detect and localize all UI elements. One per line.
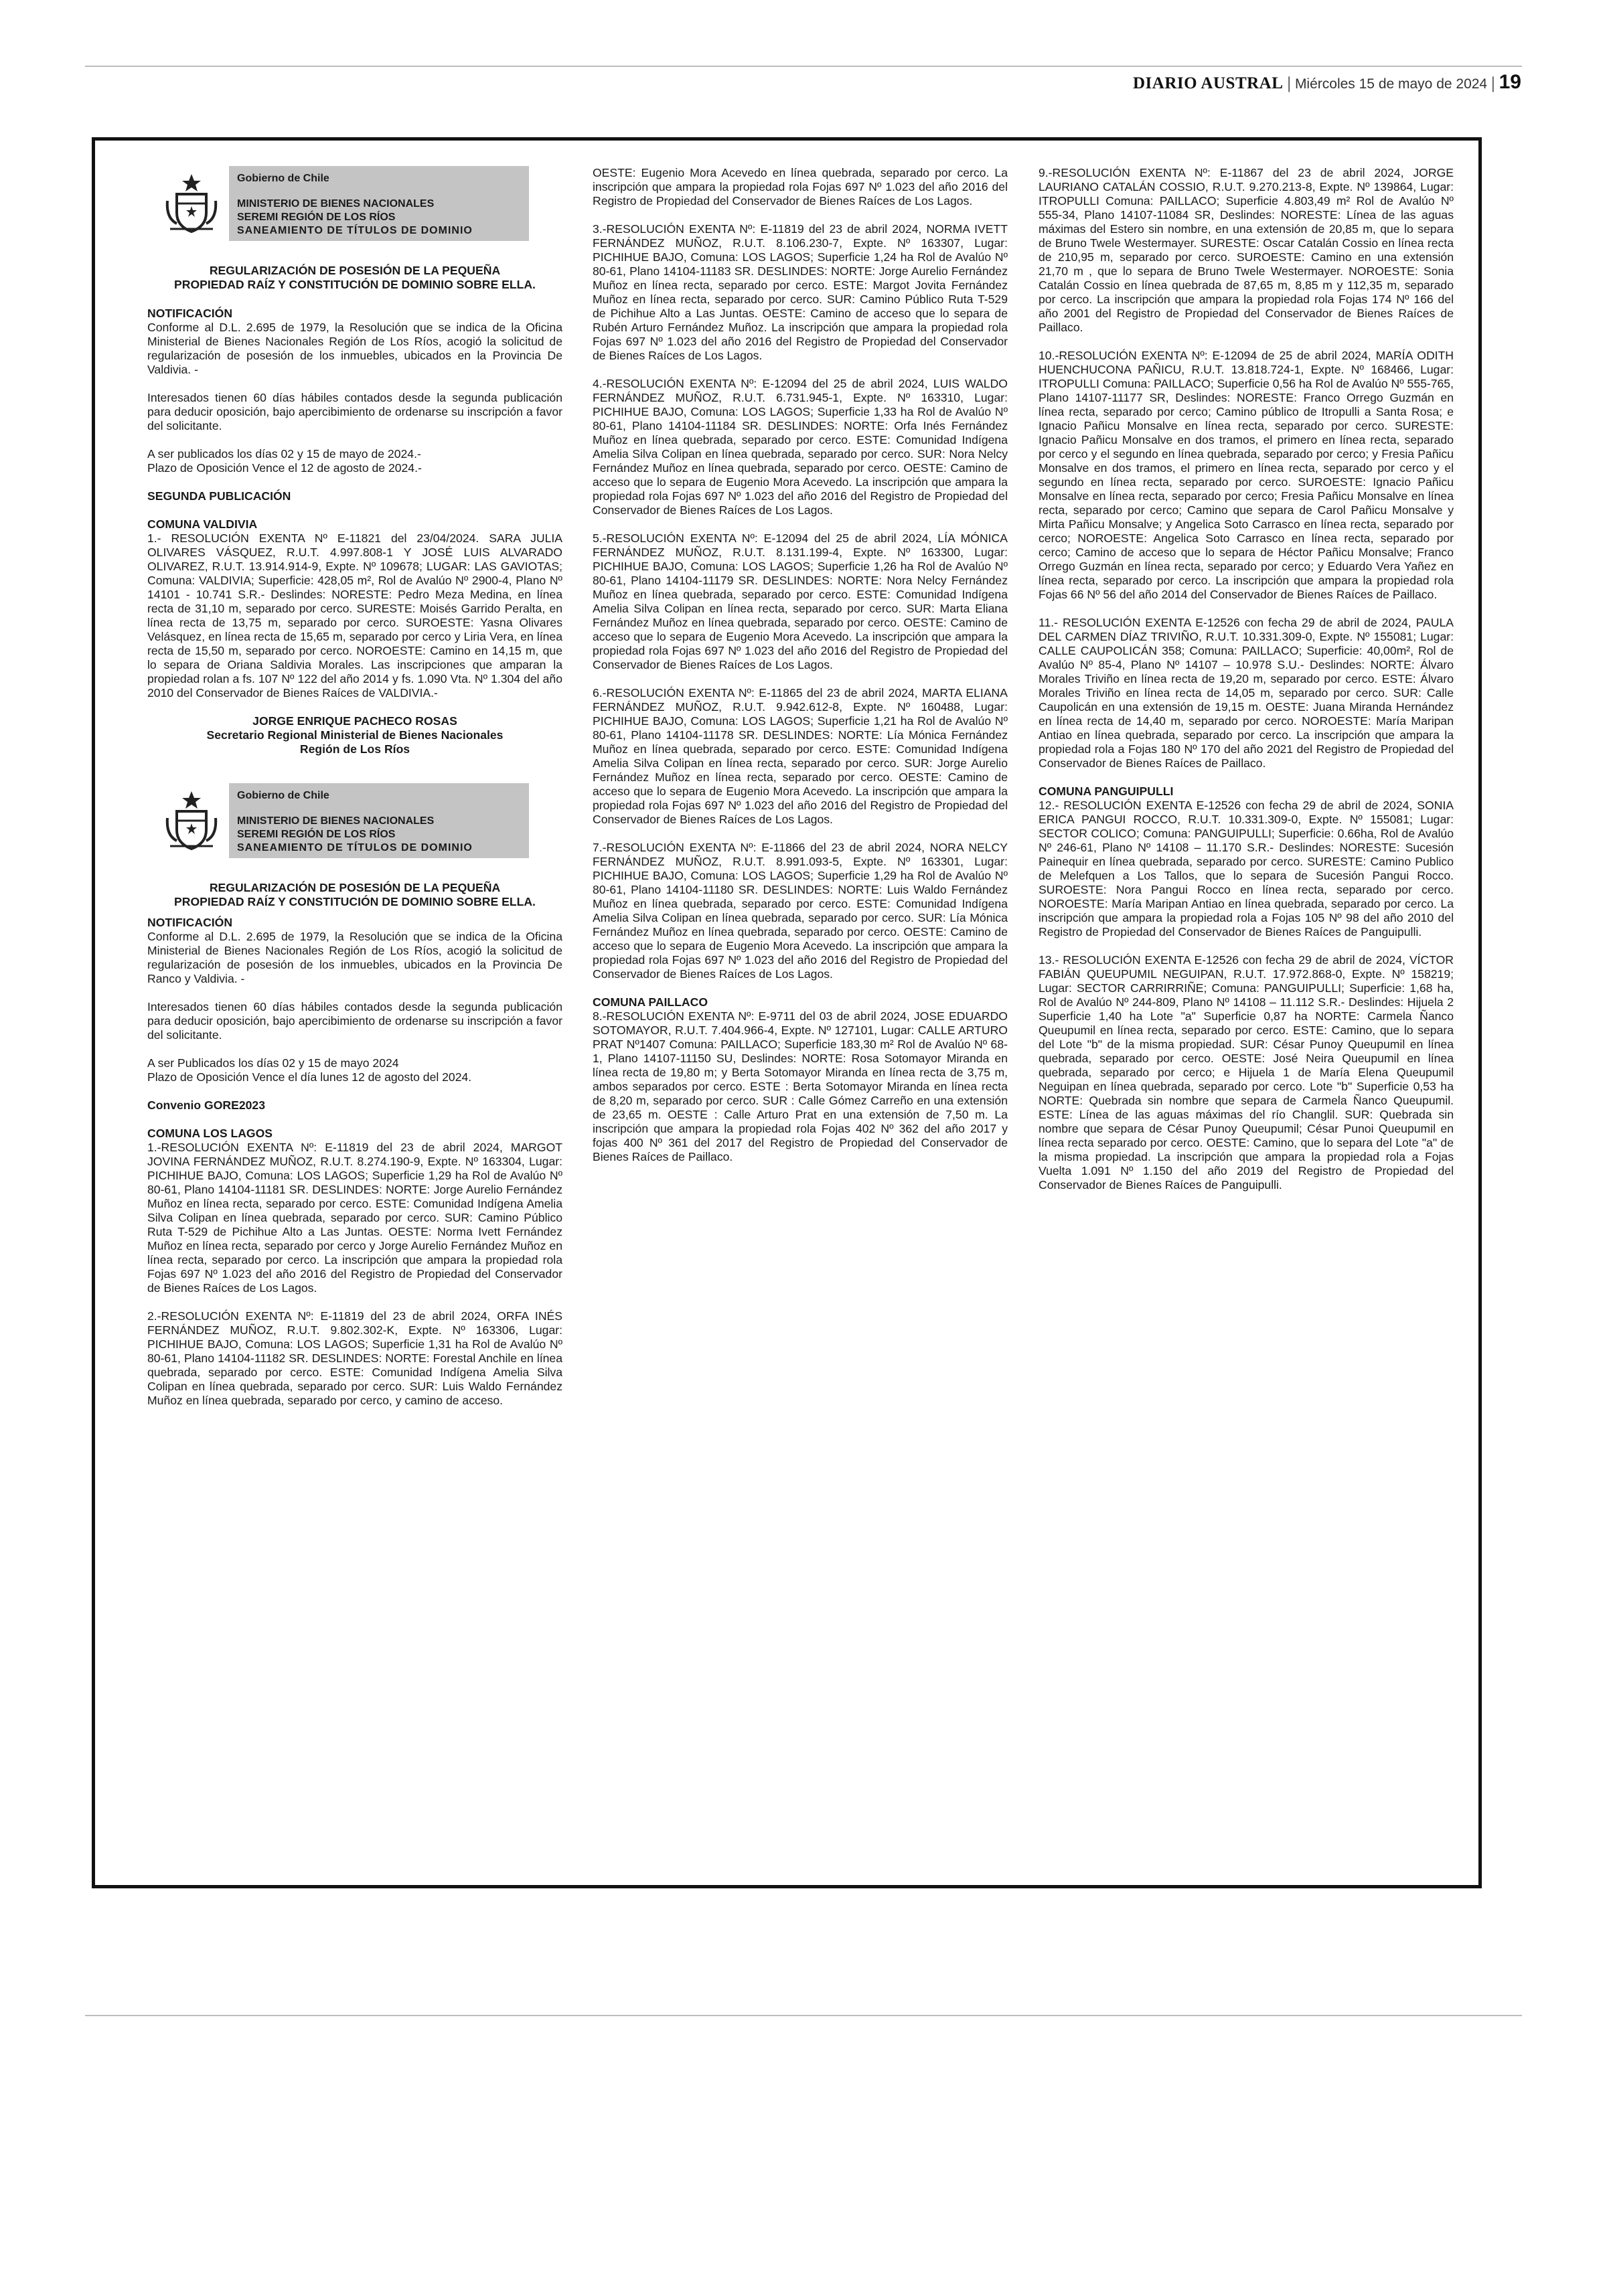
opposition-text: Interesados tienen 60 días hábiles contados desde la segunda publicación para deducir oposición, bajo apercibimiento de ordenarse su inscripción a favor del solicitante.: [147, 1000, 562, 1042]
signer-role: Secretario Regional Ministerial de Bienes Nacionales: [206, 728, 504, 742]
notification-label: NOTIFICACIÓN: [147, 916, 233, 929]
resolution-entry: 2.-RESOLUCIÓN EXENTA Nº: E-11819 del 23 de abril 2024, ORFA INÉS FERNÁNDEZ MUÑOZ, R.U.T. 9.802.302-K, Expte. Nº 163306, Lugar: PICHIHUE BAJO, Comuna: LOS LAGOS; Superficie 1,31 ha Rol de Avalúo Nº 80-61, Plano 14104-11182 SR. DESLINDES: NORTE: Forestal Anchile en línea quebrada, separado por cerco. ESTE: Comunidad Indígena Amelia Silva Colipan en línea quebrada, separado por cerco. SUR: Luis Waldo Fernández Muñoz en línea quebrada, separado por cerco, y camino de acceso.: [147, 1309, 562, 1407]
resolution-entry: 3.-RESOLUCIÓN EXENTA Nº: E-11819 del 23 de abril 2024, NORMA IVETT FERNÁNDEZ MUÑOZ, R.U.T. 8.106.230-7, Expte. Nº 163307, Lugar: PICHIHUE BAJO, Comuna: LOS LAGOS; Superficie 1,24 ha Rol de Avalúo Nº 80-61, Plano 14104-11183 SR. DESLINDES: NORTE: Jorge Aurelio Fernández Muñoz en línea recta, separado por cerco. ESTE: Margot Jovita Fernández Muñoz en línea recta, separado por cerco. SUR: Camino Público Ruta T-529 de Pichihue Alto a Las Juntas. OESTE: Camino de acceso que lo separa de Rubén Arturo Fernández Muñoz. La inscripción que ampara la propiedad rola Fojas 697 Nº 1.023 del año 2016 del Registro de Propiedad del Conservador de Bienes Raíces de Los Lagos.: [593, 222, 1008, 362]
resolution-entry: 12.- RESOLUCIÓN EXENTA E-12526 con fecha 29 de abril de 2024, SONIA ERICA PANGUI ROCCO, R.U.T. 10.331.309-0, Expte. Nº 155081; Lugar: SECTOR COLICO; Comuna: PANGUIPULLI; Superficie: 0.66ha, Rol de Avalúo Nº 246-61, Plano Nº 14108 – 11.170 S.R.- Deslindes: NORESTE: Sucesión Painequir en línea quebrada, separado por cerco. SURESTE: Camino Publico de Melefquen a Los Tallos, que lo separa de Sucesión Pangui Rocco. SUROESTE: Nora Pangui Rocco en línea recta, separado por cerco. NOROESTE: María Maripan Antiao en línea quebrada, separado por cerco. La inscripción que ampara la propiedad rola a Fojas 105 Nº 98 del año 2010 del Registro de Propiedad del Conservador de Bienes Raíces de Panguipulli.: [1039, 799, 1454, 938]
ministry-label-block: [229, 166, 529, 241]
program-label: SANEAMIENTO DE TÍTULOS DE DOMINIO: [237, 842, 473, 853]
column-3: [1039, 166, 1454, 1206]
notification-label: NOTIFICACIÓN: [147, 307, 233, 320]
resolution-entry: 10.-RESOLUCIÓN EXENTA Nº: E-12094 de 25 de abril 2024, MARÍA ODITH HUENCHUCONA PAÑICU, R.U.T. 13.818.724-1, Expte. Nº 168466, Lugar: ITROPULLI Comuna: PAILLACO; Superficie 0,56 ha Rol de Avalúo Nº 555-765, Plano 14107-11177 SR, Deslindes: NORESTE: Franco Orrego Guzmán en línea recta, separado por cerco; Camino público de Itropulli a Santa Rosa; e Ignacio Pañicu Monsalve en línea recta, separado por cerco. SURESTE: Ignacio Pañicu Monsalve en dos tramos, el primero en línea recta, separado por cerco y el segundo en línea quebrada, separado por cerco; y Fresia Pañicu Monsalve en dos tramos, el primero en línea recta, separado por cerco y el segundo en línea recta, separado por cerco. SUROESTE: Ignacio Pañicu Monsalve en línea recta, separado por cerco; Fresia Pañicu Monsalve en línea recta, separado por cerco; Camino que separa de Carol Pañicu Monsalve y Mirta Pañicu Monsalve; y Angelica Soto Carrasco en línea recta, separado por cerco; NOROESTE: Angelica Soto Carrasco en línea recta, separado por cerco; Camino de acceso que lo separa de Héctor Pañicu Monsalve; Franco Orrego Guzmán en línea recta, separado por cerco; y Eduardo Vera Yañez en línea recta, separado por cerco. La inscripción que ampara la propiedad rola Fojas 66 Nº 56 del año 2014 del Conservador de Bienes Raíces de Paillaco.: [1039, 349, 1454, 601]
gov-label: Gobierno de Chile: [237, 173, 329, 184]
seremi-label: SEREMI REGIÓN DE LOS RÍOS: [237, 829, 396, 840]
gov-label: Gobierno de Chile: [237, 790, 329, 801]
top-rule: [85, 66, 1522, 67]
issue-date: Miércoles 15 de mayo de 2024: [1294, 76, 1488, 92]
notice-title: PROPIEDAD RAÍZ Y CONSTITUCIÓN DE DOMINIO SOBRE ELLA.: [174, 895, 536, 908]
comuna-heading: COMUNA PANGUIPULLI: [1039, 785, 1174, 798]
coat-of-arms-icon: [154, 783, 229, 858]
resolution-entry: 6.-RESOLUCIÓN EXENTA Nº: E-11865 del 23 de abril 2024, MARTA ELIANA FERNÁNDEZ MUÑOZ, R.U.T. 9.942.612-8, Expte. Nº 160488, Lugar: PICHIHUE BAJO, Comuna: LOS LAGOS; Superficie 1,21 ha Rol de Avalúo Nº 80-61, Plano 14104-11178 SR. DESLINDES: NORTE: Lía Mónica Fernández Muñoz en línea quebrada, separado por cerco. ESTE: Comunidad Indígena Amelia Silva Colipan en línea recta, separado por cerco. SUR: Jorge Aurelio Fernández Muñoz en línea recta, separado por cerco. OESTE: Camino de acceso que lo separa de Eugenio Mora Acevedo. La inscripción que ampara la propiedad rola Fojas 697 Nº 1.023 del año 2016 del Registro de Propiedad del Conservador de Bienes Raíces de Los Lagos.: [593, 686, 1008, 826]
seremi-label: SEREMI REGIÓN DE LOS RÍOS: [237, 212, 396, 223]
opposition-deadline: Plazo de Oposición Vence el día lunes 12 de agosto del 2024.: [147, 1070, 472, 1084]
notification-text: Conforme al D.L. 2.695 de 1979, la Resolución que se indica de la Oficina Ministerial de Bienes Nacionales Región de Los Ríos, acogió la solicitud de regularización de posesión de los inmuebles, ubicados en la Provincia De Valdivia. -: [147, 321, 562, 376]
publication-dates: A ser Publicados los días 02 y 15 de mayo 2024: [147, 1056, 399, 1070]
column-2: [593, 166, 1008, 1178]
resolution-entry: 7.-RESOLUCIÓN EXENTA Nº: E-11866 del 23 de abril 2024, NORA NELCY FERNÁNDEZ MUÑOZ, R.U.T. 8.991.093-5, Expte. Nº 163301, Lugar: PICHIHUE BAJO, Comuna: LOS LAGOS; Superficie 1,29 ha Rol de Avalúo Nº 80-61, Plano 14104-11180 SR. DESLINDES: NORTE: Luis Waldo Fernández Muñoz en línea quebrada, separado por cerco. ESTE: Comunidad Indígena Amelia Silva Colipan en línea quebrada, separado por cerco. SUR: Lía Mónica Fernández Muñoz en línea quebrada, separado por cerco. OESTE: Camino de acceso que lo separa de Eugenio Mora Acevedo. La inscripción que ampara la propiedad rola Fojas 697 Nº 1.023 del año 2016 del Registro de Propiedad del Conservador de Bienes Raíces de Los Lagos.: [593, 841, 1008, 981]
notice-title: REGULARIZACIÓN DE POSESIÓN DE LA PEQUEÑA: [209, 881, 501, 894]
signature-block: [147, 714, 562, 756]
signer-name: JORGE ENRIQUE PACHECO ROSAS: [252, 714, 457, 728]
agreement-label: Convenio GORE2023: [147, 1098, 265, 1112]
resolution-entry: 5.-RESOLUCIÓN EXENTA Nº: E-12094 del 25 de abril 2024, LÍA MÓNICA FERNÁNDEZ MUÑOZ, R.U.T. 8.131.199-4, Expte. Nº 163300, Lugar: PICHIHUE BAJO, Comuna: LOS LAGOS; Superficie 1,26 ha Rol de Avalúo Nº 80-61, Plano 14104-11179 SR. DESLINDES: NORTE: Nora Nelcy Fernández Muñoz en línea quebrada, separado por cerco. ESTE: Comunidad Indígena Amelia Silva Colipan en línea recta, separado por cerco. SUR: Marta Eliana Fernández Muñoz en línea quebrada, separado por cerco. OESTE: Camino de acceso que lo separa de Eugenio Mora Acevedo. La inscripción que ampara la propiedad rola Fojas 697 Nº 1.023 del año 2016 del Registro de Propiedad del Conservador de Bienes Raíces de Los Lagos.: [593, 531, 1008, 671]
coat-of-arms-icon: [154, 166, 229, 241]
comuna-heading: COMUNA VALDIVIA: [147, 517, 258, 531]
signer-region: Región de Los Ríos: [299, 742, 410, 756]
comuna-heading: COMUNA LOS LAGOS: [147, 1127, 273, 1140]
government-logo: [154, 783, 562, 858]
legal-notice-box: [92, 137, 1482, 1888]
notice-title: REGULARIZACIÓN DE POSESIÓN DE LA PEQUEÑA: [209, 264, 501, 277]
bottom-rule: [85, 2015, 1522, 2016]
separator: |: [1287, 74, 1291, 92]
page-number: 19: [1499, 71, 1521, 93]
publication-name: DIARIO AUSTRAL: [1133, 74, 1284, 92]
notification-text: Conforme al D.L. 2.695 de 1979, la Resolución que se indica de la Oficina Ministerial de Bienes Nacionales Región de Los Ríos, acogió la solicitud de regularización de posesión de los inmuebles, ubicados en la Provincia De Ranco y Valdivia. -: [147, 930, 562, 985]
comuna-heading: COMUNA PAILLACO: [593, 995, 708, 1009]
resolution-entry: 9.-RESOLUCIÓN EXENTA Nº: E-11867 del 23 de abril 2024, JORGE LAURIANO CATALÁN COSSIO, R.U.T. 9.270.213-8, Expte. Nº 139864, Lugar: ITROPULLI Comuna: PAILLACO; Superficie 4.803,49 m² Rol de Avalúo Nº 555-34, Plano 14107-11084 SR, Deslindes: NORESTE: Línea de las aguas máximas del Estero sin nombre, en una extensión de 20,85 m, que lo separa de Bruno Twele Westermayer. SURESTE: Oscar Catalán Cossio en línea recta de 210,95 m, separado por cerco. SUROESTE: Camino en una extensión 21,70 m , que lo separa de Bruno Twele Westermayer. NOROESTE: Sonia Catalán Cossio en línea quebrada de 87,65 m, 8,85 m y 112,35 m, separado por cerco. La inscripción que ampara la propiedad rola Fojas 174 Nº 166 del año 2001 del Registro de Propiedad del Conservador de Bienes Raíces de Paillaco.: [1039, 166, 1454, 334]
resolution-entry: 4.-RESOLUCIÓN EXENTA Nº: E-12094 del 25 de abril 2024, LUIS WALDO FERNÁNDEZ MUÑOZ, R.U.T. 6.731.945-1, Expte. Nº 163310, Lugar: PICHIHUE BAJO, Comuna: LOS LAGOS; Superficie 1,33 ha Rol de Avalúo Nº 80-61, Plano 14104-11184 SR. DESLINDES: NORTE: Orfa Inés Fernández Muñoz en línea quebrada, separado por cerco. ESTE: Comunidad Indígena Amelia Silva Colipan en línea quebrada, separado por cerco. SUR: Nora Nelcy Fernández Muñoz en línea quebrada, separado por cerco. OESTE: Camino de acceso que lo separa de Eugenio Mora Acevedo. La inscripción que ampara la propiedad rola Fojas 697 Nº 1.023 del año 2016 del Registro de Propiedad del Conservador de Bienes Raíces de Los Lagos.: [593, 377, 1008, 517]
column-1: [147, 166, 562, 1422]
ministry-label: MINISTERIO DE BIENES NACIONALES: [237, 815, 435, 827]
resolution-entry: 13.- RESOLUCIÓN EXENTA E-12526 con fecha 29 de abril de 2024, VÍCTOR FABIÁN QUEUPUMIL NEGUIPAN, R.U.T. 17.972.868-0, Expte. Nº 158219; Lugar: SECTOR CARRIRRIÑE; Comuna: PANGUIPULLI; Superficie: 1,68 ha, Rol de Avalúo Nº 244-809, Plano Nº 14108 – 11.112 S.R.- Deslindes: Hijuela 2 Superficie 1,40 ha Lote "a" Superficie 0,87 ha NORTE: Carmela Ñanco Queupumil en línea recta, separado por cerco. ESTE: Camino, que lo separa del Lote "b" de la misma propiedad. SUR: César Punoy Queupumil en línea quebrada, separado por cerco. OESTE: José Neira Queupumil en línea quebrada, separado por cerco; e Hijuela 1 de María Elena Queupumil Neguipan en línea quebrada, separado por cerco. Lote "b" Superficie 0,53 ha NORTE: Quebrada sin nombre que separa de Carmela Ñanco Queupumil. ESTE: Línea de las aguas máximas del río Changlil. SUR: Quebrada sin nombre que separa de César Punoy Queupumil; César Punoi Queupumil en línea recta separado por cerco. OESTE: Camino, que lo separa del Lote "a" de la misma propiedad. La inscripción que ampara la propiedad rola a Fojas Vuelta 1.091 Nº 1.150 del año 2019 del Registro de Propiedad del Conservador de Bienes Raíces de Panguipulli.: [1039, 953, 1454, 1192]
opposition-text: Interesados tienen 60 días hábiles contados desde la segunda publicación para deducir oposición, bajo apercibimiento de ordenarse su inscripción a favor del solicitante.: [147, 391, 562, 432]
resolution-entry: 1.- RESOLUCIÓN EXENTA Nº E-11821 del 23/04/2024. SARA JULIA OLIVARES VÁSQUEZ, R.U.T. 4.997.808-1 Y JOSÉ LUIS ALVARADO OLIVAREZ, R.U.T. 13.914.914-9, Expte. Nº 109678; LUGAR: LAS GAVIOTAS; Comuna: VALDIVIA; Superficie: 428,05 m², Rol de Avalúo Nº 2900-4, Plano Nº 14101 - 10.741 S.R.- Deslindes: NORESTE: Pedro Meza Medina, en línea recta de 31,10 m, separado por cerco. SURESTE: Moisés Garrido Peralta, en línea recta de 13,75 m, separado por cerco. SUROESTE: Yasna Olivares Velásquez, en línea recta de 15,65 m, separado por cerco y Liria Vera, en línea recta de 15,50 m, separado por cerco. NOROESTE: Camino en 14,15 m, que lo separa de Oriana Saldivia Morales. Las inscripciones que amparan la propiedad rolan a fs. 107 Nº 122 del año 2014 y fs. 1.090 Vta. Nº 1.304 del año 2010 del Conservador de Bienes Raíces de VALDIVIA.-: [147, 531, 562, 700]
resolution-entry: 11.- RESOLUCIÓN EXENTA E-12526 con fecha 29 de abril de 2024, PAULA DEL CARMEN DÍAZ TRIVIÑO, R.U.T. 10.331.309-0, Expte. Nº 155081; Lugar: CALLE CAUPOLICÁN 358; Comuna: PAILLACO; Superficie: 40,00m², Rol de Avalúo Nº 85-4, Plano Nº 14107 – 10.978 S.U.- Deslindes: NORTE: Álvaro Morales Triviño en línea recta de 19,20 m, separado por cerco. ESTE: Álvaro Morales Triviño en línea recta de 14,05 m, separado por cerco. SUR: Calle Caupolicán en una extensión de 19,15 m. OESTE: Juana Miranda Hernández en línea recta de 14,40 m, separado por cerco. NOROESTE: María Maripan Antiao en línea quebrada, separado por cerco. La inscripción que ampara la propiedad rola a Fojas 180 Nº 170 del año 2021 del Registro de Propiedad del Conservador de Bienes Raíces de Paillaco.: [1039, 616, 1454, 770]
ministry-label-block: [229, 783, 529, 858]
resolution-entry: 1.-RESOLUCIÓN EXENTA Nº: E-11819 del 23 de abril 2024, MARGOT JOVINA FERNÁNDEZ MUÑOZ, R.U.T. 8.274.190-9, Expte. Nº 163304, Lugar: PICHIHUE BAJO, Comuna: LOS LAGOS; Superficie 1,29 ha Rol de Avalúo Nº 80-61, Plano 14104-11181 SR. DESLINDES: NORTE: Jorge Aurelio Fernández Muñoz en línea recta, separado por cerco. ESTE: Comunidad Indígena Amelia Silva Colipan en línea quebrada, separado por cerco. SUR: Camino Público Ruta T-529 de Pichihue Alto a Las Juntas. OESTE: Norma Ivett Fernández Muñoz en línea recta, separado por cerco y Jorge Aurelio Fernández Muñoz en línea recta, separado por cerco. La inscripción que ampara la propiedad rola Fojas 697 Nº 1.023 del año 2016 del Registro de Propiedad del Conservador de Bienes Raíces de Los Lagos.: [147, 1141, 562, 1295]
separator: |: [1491, 74, 1495, 92]
masthead: [1133, 71, 1521, 94]
resolution-entry-continued: OESTE: Eugenio Mora Acevedo en línea quebrada, separado por cerco. La inscripción que ampara la propiedad rola Fojas 697 Nº 1.023 del año 2016 del Registro de Propiedad del Conservador de Bienes Raíces de Los Lagos.: [593, 166, 1008, 208]
opposition-deadline: Plazo de Oposición Vence el 12 de agosto de 2024.-: [147, 461, 422, 475]
resolution-entry: 8.-RESOLUCIÓN EXENTA Nº: E-9711 del 03 de abril 2024, JOSE EDUARDO SOTOMAYOR, R.U.T. 7.404.966-4, Expte. Nº 127101, Lugar: CALLE ARTURO PRAT Nº1407 Comuna: PAILLACO; Superficie 183,30 m² Rol de Avalúo Nº 68-1, Plano 14107-11150 SU, Deslindes: NORTE: Rosa Sotomayor Miranda en línea recta de 19,80 m; y Berta Sotomayor Miranda en línea recta de 3,75 m, ambos separados por cerco. ESTE : Berta Sotomayor Miranda en línea recta de 8,20 m, separado por cerco. SUR : Calle Gómez Carreño en una extensión de 23,65 m. OESTE : Calle Arturo Prat en una extensión de 7,50 m. La inscripción que ampara la propiedad rola Fojas 402 Nº 362 del año 2017 y fojas 400 Nº 361 del 2017 del Registro de Propiedad del Conservador de Bienes Raíces de Paillaco.: [593, 1009, 1008, 1163]
ministry-label: MINISTERIO DE BIENES NACIONALES: [237, 198, 435, 210]
publication-number: SEGUNDA PUBLICACIÓN: [147, 489, 291, 503]
program-label: SANEAMIENTO DE TÍTULOS DE DOMINIO: [237, 225, 473, 236]
publication-dates: A ser publicados los días 02 y 15 de mayo de 2024.-: [147, 447, 421, 461]
government-logo: [154, 166, 562, 241]
notice-title: PROPIEDAD RAÍZ Y CONSTITUCIÓN DE DOMINIO SOBRE ELLA.: [174, 278, 536, 291]
